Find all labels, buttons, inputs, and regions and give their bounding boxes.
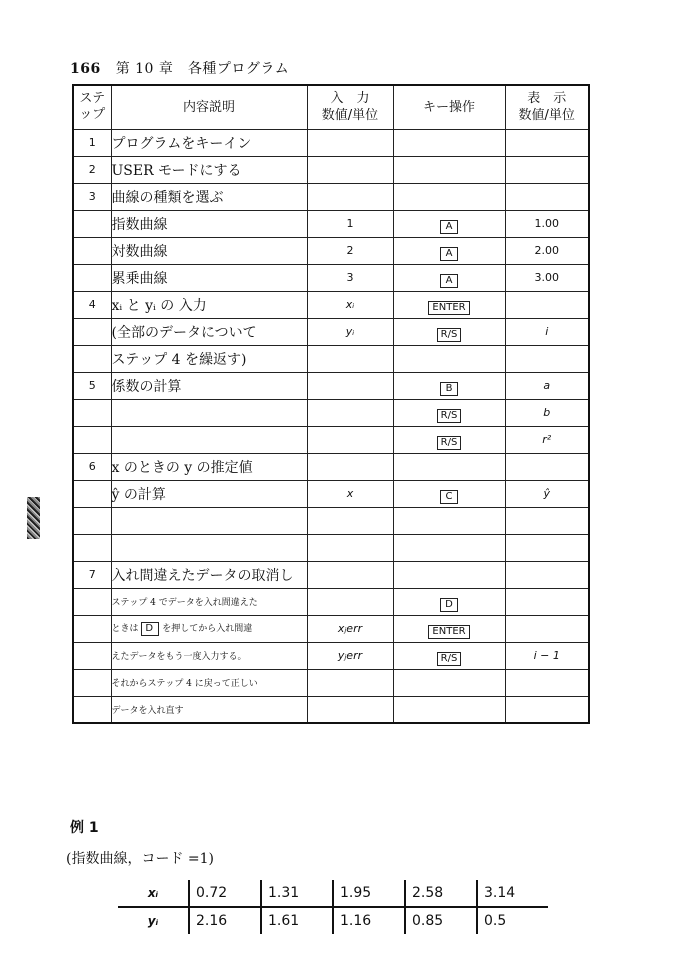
key-c: C: [440, 490, 458, 504]
step-input: [307, 453, 393, 480]
table-row: [73, 615, 589, 642]
step-number: 2: [73, 156, 111, 183]
step-number: [73, 615, 111, 642]
table-row: [73, 696, 589, 723]
step-input: xⱼerr: [307, 615, 393, 642]
step-key: [393, 372, 505, 399]
step-display: 1.00: [505, 210, 589, 237]
y-value: 1.61: [261, 907, 333, 934]
step-key: [393, 696, 505, 723]
key-d: D: [141, 622, 159, 636]
step-display: r²: [505, 426, 589, 453]
table-row: [73, 588, 589, 615]
step-key: [393, 453, 505, 480]
x-value: 1.31: [261, 880, 333, 907]
step-key: [393, 642, 505, 669]
header-step: ステップ: [73, 85, 111, 129]
y-value: 0.5: [484, 913, 507, 929]
step-number: [73, 588, 111, 615]
desc-pre: ときは: [111, 624, 139, 634]
step-key: [393, 534, 505, 561]
step-key: [393, 480, 505, 507]
header-input-bottom: 数値/単位: [321, 108, 379, 124]
step-number: 7: [73, 561, 111, 588]
header-display-bottom: 数値/単位: [518, 108, 575, 124]
step-description: (全部のデータについて: [111, 318, 307, 345]
step-description: 指数曲線: [111, 210, 307, 237]
step-key: [393, 318, 505, 345]
step-key: [393, 210, 505, 237]
step-number: [73, 210, 111, 237]
header-input-top: 入 力: [330, 91, 370, 107]
example-title: 例 1: [70, 820, 99, 836]
header-input: [307, 85, 393, 129]
step-display: [505, 453, 589, 480]
table-row: [73, 183, 589, 210]
step-key: [393, 561, 505, 588]
step-input: x: [307, 480, 393, 507]
step-key: [393, 399, 505, 426]
step-description: [111, 507, 307, 534]
step-number: [73, 399, 111, 426]
table-row: [73, 291, 589, 318]
key-d: D: [440, 598, 458, 612]
step-description: データを入れ直す: [111, 696, 307, 723]
step-description: x のときの y の推定値: [111, 453, 307, 480]
step-input: 1: [307, 210, 393, 237]
step-description: えたデータをもう一度入力する。: [111, 642, 307, 669]
program-steps-table: [72, 84, 590, 724]
table-row: [73, 453, 589, 480]
step-number: 6: [73, 453, 111, 480]
step-description: 曲線の種類を選ぶ: [111, 183, 307, 210]
step-input: [307, 372, 393, 399]
table-row: [73, 318, 589, 345]
step-description: ステップ 4 でデータを入れ間違えた: [111, 588, 307, 615]
step-input: [307, 561, 393, 588]
key-run-stop: R/S: [437, 328, 462, 342]
table-row: [73, 345, 589, 372]
step-display: [505, 696, 589, 723]
step-description: それからステップ 4 に戻って正しい: [111, 669, 307, 696]
step-input: [307, 669, 393, 696]
table-row: [73, 264, 589, 291]
table-row: [73, 372, 589, 399]
margin-thumb-mark: [27, 497, 40, 539]
key-run-stop: R/S: [437, 409, 462, 423]
step-display: 3.00: [505, 264, 589, 291]
step-description: プログラムをキーイン: [111, 129, 307, 156]
table-row: [73, 156, 589, 183]
y-value: 2.16: [189, 907, 261, 934]
step-key: [393, 183, 505, 210]
step-key: [393, 615, 505, 642]
step-number: [73, 534, 111, 561]
step-key: [393, 129, 505, 156]
key-enter: ENTER: [428, 625, 469, 639]
step-display: b: [505, 399, 589, 426]
step-input: yⱼerr: [307, 642, 393, 669]
step-key: [393, 345, 505, 372]
step-display: i − 1: [505, 642, 589, 669]
step-description: USER モードにする: [111, 156, 307, 183]
step-description: 係数の計算: [111, 372, 307, 399]
step-input: xᵢ: [307, 291, 393, 318]
y-value: 1.16: [333, 907, 405, 934]
step-description: ŷ の計算: [111, 480, 307, 507]
step-description: [111, 399, 307, 426]
step-key: [393, 426, 505, 453]
step-input: 3: [307, 264, 393, 291]
step-description: 入れ間違えたデータの取消し: [111, 561, 307, 588]
step-key: [393, 588, 505, 615]
table-row: [73, 480, 589, 507]
step-number: [73, 264, 111, 291]
key-a: A: [440, 274, 458, 288]
step-display: [505, 129, 589, 156]
step-display: ŷ: [505, 480, 589, 507]
step-input: [307, 507, 393, 534]
x-label: xᵢ: [118, 880, 189, 907]
step-number: [73, 669, 111, 696]
y-value: 0.85: [405, 907, 477, 934]
table-row: [73, 507, 589, 534]
table-row: [73, 669, 589, 696]
step-key: [393, 669, 505, 696]
step-input: [307, 399, 393, 426]
step-description: [111, 534, 307, 561]
step-input: [307, 345, 393, 372]
step-input: 2: [307, 237, 393, 264]
header-display-top: 表 示: [527, 91, 567, 107]
step-number: [73, 318, 111, 345]
step-key: [393, 291, 505, 318]
step-description: ステップ 4 を繰返す): [111, 345, 307, 372]
step-input: [307, 426, 393, 453]
step-display: [505, 534, 589, 561]
table-row: [73, 210, 589, 237]
step-display: [505, 561, 589, 588]
step-description: [111, 426, 307, 453]
x-value: 1.95: [333, 880, 405, 907]
key-run-stop: R/S: [437, 436, 462, 450]
step-display: [505, 183, 589, 210]
y-label: yᵢ: [118, 907, 189, 934]
key-run-stop: R/S: [437, 652, 462, 666]
step-display: [505, 615, 589, 642]
page-header: [70, 58, 289, 78]
step-display: i: [505, 318, 589, 345]
header-display: [505, 85, 589, 129]
key-b: B: [440, 382, 458, 396]
step-description: 累乗曲線: [111, 264, 307, 291]
key-a: A: [440, 247, 458, 261]
step-key: [393, 507, 505, 534]
table-header-row: [73, 85, 589, 129]
step-number: 4: [73, 291, 111, 318]
step-display: [505, 669, 589, 696]
key-a: A: [440, 220, 458, 234]
step-number: [73, 480, 111, 507]
table-row: [73, 237, 589, 264]
step-display: [505, 345, 589, 372]
step-display: [505, 156, 589, 183]
step-display: [505, 291, 589, 318]
x-value: 0.72: [189, 880, 261, 907]
table-row: [73, 642, 589, 669]
step-input: yᵢ: [307, 318, 393, 345]
step-input: [307, 588, 393, 615]
chapter-title: 第 10 章 各種プログラム: [115, 61, 290, 77]
example-y-row: [118, 907, 548, 934]
step-number: [73, 507, 111, 534]
table-row: [73, 426, 589, 453]
step-description: xᵢ と yᵢ の 入力: [111, 291, 307, 318]
header-keys: キー操作: [393, 85, 505, 129]
step-display: 2.00: [505, 237, 589, 264]
desc-post: を押してから入れ間違: [162, 624, 253, 634]
table-row: [73, 129, 589, 156]
step-number: 3: [73, 183, 111, 210]
step-number: [73, 426, 111, 453]
step-key: [393, 237, 505, 264]
step-number: [73, 696, 111, 723]
step-input: [307, 534, 393, 561]
step-key: [393, 264, 505, 291]
example-data-table: [118, 880, 548, 934]
key-enter: ENTER: [428, 301, 469, 315]
step-number: 5: [73, 372, 111, 399]
step-input: [307, 183, 393, 210]
table-row: [73, 534, 589, 561]
step-input: [307, 129, 393, 156]
x-value: 3.14: [477, 880, 548, 907]
header-description: 内容説明: [111, 85, 307, 129]
example-subtitle: (指数曲線，コード =1): [66, 851, 215, 867]
step-input: [307, 156, 393, 183]
step-number: [73, 237, 111, 264]
table-row: [73, 399, 589, 426]
page-number: 166: [70, 61, 101, 77]
step-display: [505, 588, 589, 615]
table-row: [73, 561, 589, 588]
step-display: [505, 507, 589, 534]
step-number: 1: [73, 129, 111, 156]
step-display: a: [505, 372, 589, 399]
step-number: [73, 642, 111, 669]
step-description: [111, 615, 307, 642]
step-input: [307, 696, 393, 723]
step-description: 対数曲線: [111, 237, 307, 264]
x-value: 2.58: [405, 880, 477, 907]
example-x-row: [118, 880, 548, 907]
step-key: [393, 156, 505, 183]
step-number: [73, 345, 111, 372]
